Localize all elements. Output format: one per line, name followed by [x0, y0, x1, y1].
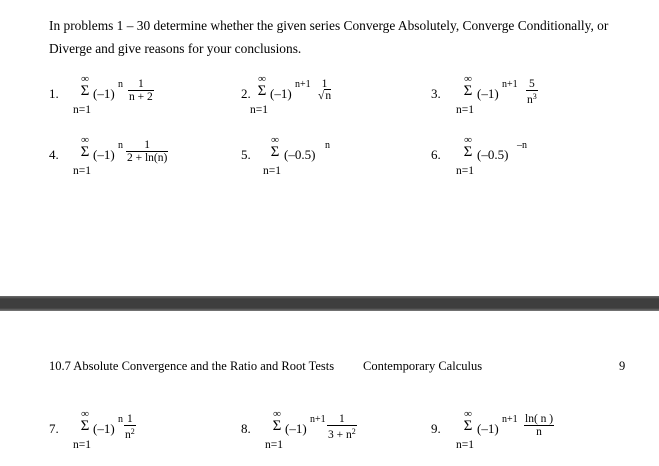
exponent: n+1 [502, 414, 518, 425]
fraction-numerator: 1 [339, 413, 345, 425]
exponent: n+1 [295, 79, 311, 90]
fraction-denominator: n [325, 90, 332, 102]
lower-limit: n=1 [73, 165, 91, 177]
problem-number: 4. [49, 147, 59, 162]
instructions [49, 14, 629, 60]
page-bottom [0, 311, 659, 466]
problem-number: 7. [49, 421, 59, 436]
denominator-exponent: 2 [351, 427, 356, 436]
exponent: n [118, 414, 123, 425]
lower-limit: n=1 [456, 165, 474, 177]
series-term: (–1) [477, 86, 499, 101]
summation-symbol: ∞ Σ [257, 73, 267, 99]
summation-symbol: ∞ Σ [270, 134, 280, 160]
series-term: (–1) [93, 421, 115, 436]
fraction [526, 78, 538, 106]
problem-number: 8. [241, 421, 251, 436]
fraction-numerator: 1 [321, 78, 328, 90]
series-term: (–1) [270, 86, 292, 101]
fraction-denominator: 2 + ln(n) [127, 152, 168, 164]
instructions-line-1: In problems 1 – 30 determine whether the given series Converge Absolutely, Converge Conditionally, or [49, 18, 609, 33]
fraction-numerator: 5 [529, 78, 535, 90]
problem-number: 6. [431, 147, 441, 162]
page-number: 9 [619, 359, 626, 373]
square-root: √n [318, 90, 332, 102]
fraction [128, 78, 154, 103]
series-term: (–1) [285, 421, 307, 436]
problem-number: 9. [431, 421, 441, 436]
exponent: n+1 [502, 79, 518, 90]
series-term: (–1) [93, 86, 115, 101]
summation-symbol: ∞ Σ [463, 73, 473, 99]
fraction [317, 78, 332, 102]
fraction-denominator: n [527, 94, 533, 106]
fraction-numerator: 1 [138, 78, 144, 90]
exponent: n [118, 79, 123, 90]
summation-symbol: ∞ Σ [463, 408, 473, 434]
fraction-numerator: 1 [144, 139, 151, 151]
fraction-numerator: ln( n ) [525, 413, 554, 425]
summation-symbol: ∞ Σ [80, 73, 90, 99]
fraction [327, 413, 357, 441]
series-term: (–0.5) [284, 147, 316, 162]
series-term: (–1) [93, 147, 115, 162]
summation-symbol: ∞ Σ [80, 408, 90, 434]
fraction [126, 139, 168, 164]
fraction [124, 413, 136, 441]
denominator-exponent: 3 [532, 92, 537, 101]
lower-limit: n=1 [265, 439, 283, 451]
book-title: Contemporary Calculus [363, 359, 483, 373]
page-divider [0, 296, 659, 311]
lower-limit: n=1 [456, 439, 474, 451]
fraction-denominator: n [536, 426, 542, 438]
lower-limit: n=1 [263, 165, 281, 177]
exponent: n [118, 140, 123, 151]
fraction-numerator: 1 [127, 413, 133, 425]
fraction-denominator: 3 + n [328, 429, 352, 441]
lower-limit: n=1 [73, 439, 91, 451]
problem-number: 3. [431, 86, 441, 101]
problem-number: 2. [241, 86, 251, 101]
exponent: n [325, 140, 330, 151]
lower-limit: n=1 [456, 104, 474, 116]
fraction [524, 413, 554, 438]
denominator-exponent: 2 [130, 427, 135, 436]
lower-limit: n=1 [250, 104, 268, 116]
exponent: n+1 [310, 414, 326, 425]
instructions-line-2: Diverge and give reasons for your conclusions. [49, 41, 302, 56]
fraction-denominator: n + 2 [129, 91, 153, 103]
summation-symbol: ∞ Σ [272, 408, 282, 434]
problem-number: 1. [49, 86, 59, 101]
series-term: (–1) [477, 421, 499, 436]
series-term: (–0.5) [477, 147, 509, 162]
lower-limit: n=1 [73, 104, 91, 116]
fraction-denominator: n [125, 429, 131, 441]
exponent: –n [517, 140, 527, 151]
summation-symbol: ∞ Σ [463, 134, 473, 160]
section-title: 10.7 Absolute Convergence and the Ratio and Root Tests [49, 359, 335, 373]
problem-number: 5. [241, 147, 251, 162]
summation-symbol: ∞ Σ [80, 134, 90, 160]
